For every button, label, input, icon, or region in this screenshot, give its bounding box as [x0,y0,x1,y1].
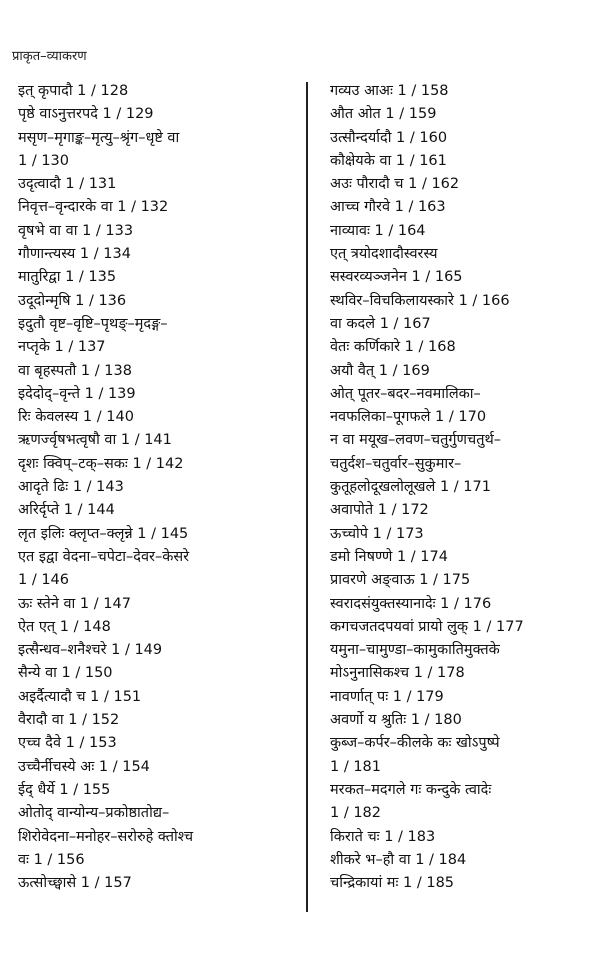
sutra-line: गौणान्त्यस्य 1 / 134 [18,246,131,263]
column-divider [306,82,308,912]
sutra-line: कुतूहलोदूखलोलूखले 1 / 171 [330,479,491,496]
sutra-line: ऊत्सोच्छ्वासे 1 / 157 [18,875,132,892]
sutra-line: यमुना–चामुण्डा–कामुकातिमुक्तके [330,642,500,659]
sutra-line: अवर्णो य श्रुतिः 1 / 180 [330,712,462,729]
sutra-line: पृष्ठे वाऽनुत्तरपदे 1 / 129 [18,106,154,123]
sutra-line: सस्वरव्यञ्जनेन 1 / 165 [330,269,463,286]
sutra-line: एत् त्रयोदशादौस्वरस्य [330,246,438,263]
sutra-line: लृत इलिः क्लृप्त–क्लृन्ने 1 / 145 [18,525,189,542]
sutra-line: मरकत–मदगले गः कन्दुके त्वादेः [330,781,492,798]
sutra-line: अरिर्दृप्ते 1 / 144 [18,502,115,519]
sutra-line: ऊः स्तेने वा 1 / 147 [18,595,131,612]
sutra-line: ऋणर्ज्वृषभत्वृषौ वा 1 / 141 [18,432,172,449]
sutra-line: डमो निषण्णे 1 / 174 [330,548,448,565]
sutra-line: एच्च दैवे 1 / 153 [18,735,117,752]
sutra-line: उत्सौन्दर्यादौ 1 / 160 [330,129,448,146]
sutra-line: इत् कृपादौ 1 / 128 [18,83,129,99]
sutra-line: उच्चैर्नीचस्ये अः 1 / 154 [18,758,150,775]
sutra-line: नाव्यावः 1 / 164 [330,222,426,239]
sutra-line: इदेदोद्–वृन्ते 1 / 139 [18,385,136,402]
sutra-line: वा बृहस्पतौ 1 / 138 [18,362,132,379]
sutra-line: आदृते ढिः 1 / 143 [18,479,124,496]
sutra-line: अवापोते 1 / 172 [330,502,429,519]
sutra-line: नप्तृके 1 / 137 [18,339,106,356]
sutra-line: मोऽनुनासिकश्च 1 / 178 [330,665,465,682]
sutra-line: कौक्षेयके वा 1 / 161 [330,152,447,169]
sutra-line: शिरोवेदना–मनोहर–सरोरुहे क्तोश्च [18,828,194,845]
sutra-line: दृशः क्विप्–टक्–सकः 1 / 142 [18,455,184,472]
sutra-line: ईद् धैर्ये 1 / 155 [18,781,111,798]
sutra-line: स्थविर–विचकिलायस्कारे 1 / 166 [330,292,510,309]
sutra-line: इत्सैन्धव–शनैश्चरे 1 / 149 [18,642,163,659]
sutra-line: नवफलिका–पूगफले 1 / 170 [330,409,487,426]
left-column [18,80,300,895]
sutra-line: वेतः कर्णिकारे 1 / 168 [330,339,456,356]
sutra-line: नावर्णात् पः 1 / 179 [330,688,444,705]
sutra-line: आच्च गौरवे 1 / 163 [330,199,446,216]
sutra-line: ऐत एत् 1 / 148 [18,618,111,635]
sutra-line: निवृत्त–वृन्दारके वा 1 / 132 [18,199,169,216]
sutra-line: वा कदले 1 / 167 [330,315,431,332]
sutra-line: चन्द्रिकायां मः 1 / 185 [330,875,455,892]
sutra-line: स्वरादसंयुक्तस्यानादेः 1 / 176 [330,595,492,612]
sutra-line: ओतोद् वान्योन्य–प्रकोष्ठातोद्य– [18,805,170,822]
sutra-line: अउः पौरादौ च 1 / 162 [330,176,460,193]
sutra-line: उदृत्वादौ 1 / 131 [18,176,117,193]
sutra-line: ओत् पूतर–बदर–नवमालिका– [330,385,481,402]
sutra-line: चतुर्दश–चतुर्वार–सुकुमार– [330,455,462,472]
sutra-line: सैन्ये वा 1 / 150 [18,665,113,682]
sutra-line: इदुतौ वृष्ट–वृष्टि–पृथङ्–मृदङ्ग– [18,315,168,332]
sutra-line: प्रावरणे अङ्वाऊ 1 / 175 [330,572,471,589]
sutra-line: 1 / 146 [18,572,70,589]
sutra-line: औत ओत 1 / 159 [330,106,437,123]
sutra-line: अइर्दैत्यादौ च 1 / 151 [18,688,142,705]
sutra-line: 1 / 181 [330,758,382,775]
sutra-line: किराते चः 1 / 183 [330,828,436,845]
sutra-line: वैरादौ वा 1 / 152 [18,712,120,729]
sutra-line: मातुरिद्वा 1 / 135 [18,269,117,286]
sutra-line: वृषभे वा वा 1 / 133 [18,222,134,239]
sutra-line: कुब्ज–कर्पर–कीलके कः खोऽपुष्पे [330,735,500,752]
sutra-line: अयौ वैत् 1 / 169 [330,362,430,379]
sutra-line: वः 1 / 156 [18,851,85,868]
sutra-line: शीकरे भ–हौ वा 1 / 184 [330,851,467,868]
running-header: प्राकृत–व्याकरण [12,49,87,64]
right-column [330,80,592,895]
sutra-line: रिः केवलस्य 1 / 140 [18,409,134,426]
sutra-line: ऊच्चोपे 1 / 173 [330,525,424,542]
sutra-line: एत इद्वा वेदना–चपेटा–देवर–केसरे [18,548,190,565]
sutra-line: गव्यउ आअः 1 / 158 [330,83,449,99]
sutra-line: कगचजतदपयवां प्रायो लुक् 1 / 177 [330,618,524,635]
sutra-line: 1 / 130 [18,152,70,169]
sutra-line: 1 / 182 [330,805,382,822]
sutra-line: मसृण–मृगाङ्क–मृत्यु–श्रृंग–धृष्टे वा [18,129,180,146]
sutra-line: उदूदोन्मृषि 1 / 136 [18,292,127,309]
sutra-line: न वा मयूख–लवण–चतुर्गुणचतुर्थ– [330,432,502,449]
